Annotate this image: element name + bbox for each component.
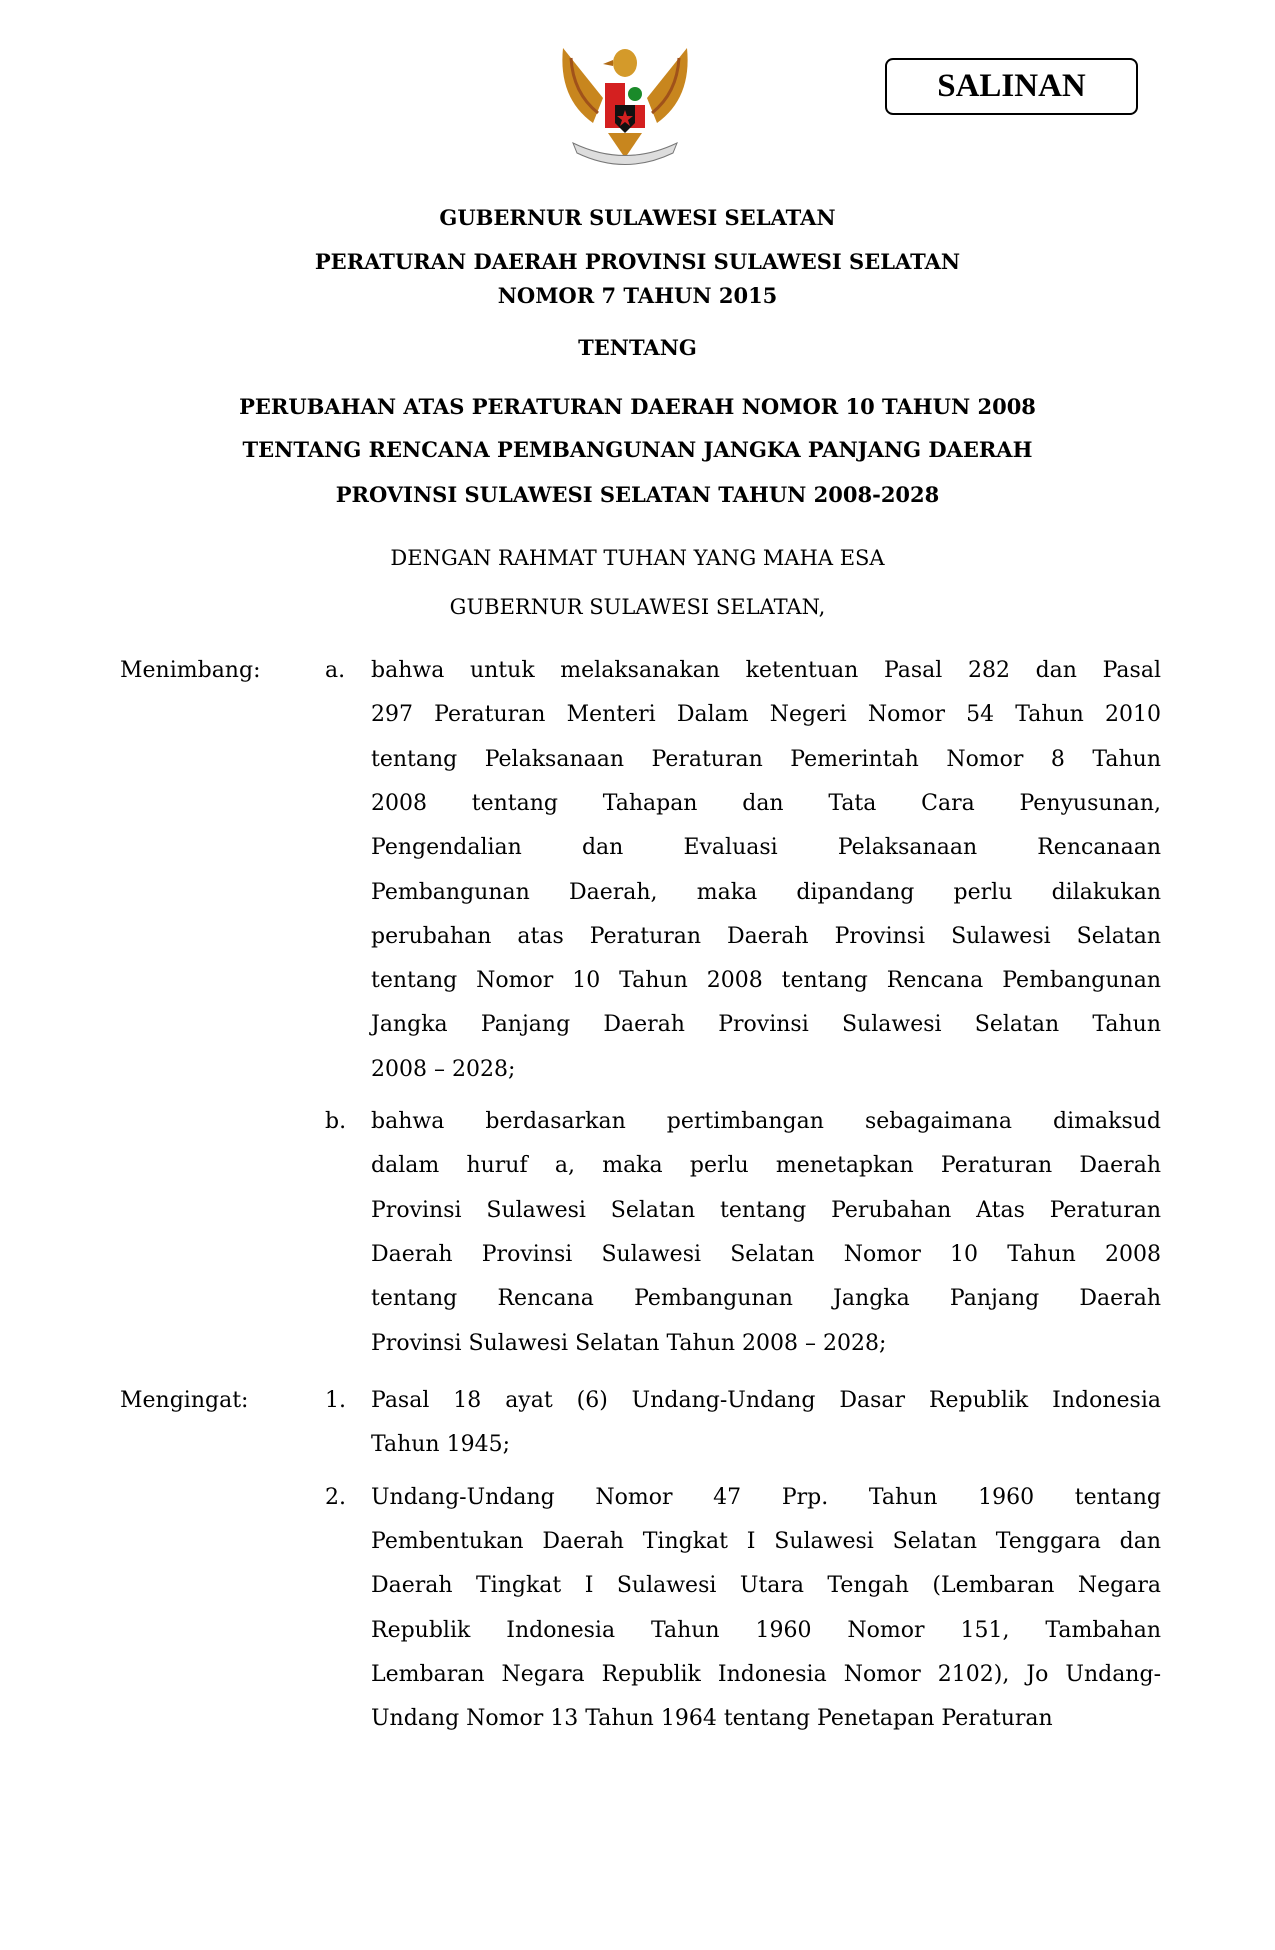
item-marker: b. — [325, 1109, 347, 1134]
regulation-number: NOMOR 7 TAHUN 2015 — [497, 283, 778, 308]
text-line: Republik Indonesia Tahun 1960 Nomor 151, Tambahan — [371, 1617, 1161, 1643]
subject-line: PROVINSI SULAWESI SELATAN TAHUN 2008-2028 — [335, 482, 940, 507]
text-line: Daerah Provinsi Sulawesi Selatan Nomor 10 Tahun 2008 — [371, 1241, 1161, 1267]
text-line: Jangka Panjang Daerah Provinsi Sulawesi Selatan Tahun — [371, 1012, 1161, 1038]
text-line: 2008 – 2028; — [371, 1056, 516, 1082]
subject-line: TENTANG RENCANA PEMBANGUNAN JANGKA PANJANG DAERAH — [242, 437, 1033, 462]
text-line: bahwa berdasarkan pertimbangan sebagaimana dimaksud — [371, 1109, 1161, 1134]
text-line: perubahan atas Peraturan Daerah Provinsi Sulawesi Selatan — [371, 923, 1161, 949]
section-label: Menimbang: — [120, 658, 261, 683]
text-line: Pengendalian dan Evaluasi Pelaksanaan Rencanaan — [371, 835, 1161, 861]
text-line: 297 Peraturan Menteri Dalam Negeri Nomor 54 Tahun 2010 — [371, 702, 1161, 728]
text-line: tentang Pelaksanaan Peraturan Pemerintah Nomor 8 Tahun — [371, 746, 1161, 772]
issuer-title: GUBERNUR SULAWESI SELATAN — [439, 205, 836, 230]
text-line: Undang-Undang Nomor 47 Prp. Tahun 1960 tentang — [371, 1484, 1161, 1510]
text-line: Pembentukan Daerah Tingkat I Sulawesi Selatan Tenggara dan — [371, 1528, 1161, 1554]
section-label: Mengingat: — [120, 1388, 249, 1413]
text-line: Provinsi Sulawesi Selatan tentang Perubahan Atas Peraturan — [371, 1197, 1161, 1223]
text-line: Lembaran Negara Republik Indonesia Nomor 2102), Jo Undang- — [371, 1661, 1161, 1687]
item-marker: 2. — [325, 1484, 346, 1510]
preamble: GUBERNUR SULAWESI SELATAN, — [449, 595, 826, 619]
item-marker: 1. — [325, 1388, 346, 1413]
text-line: Undang Nomor 13 Tahun 1964 tentang Penetapan Peraturan — [371, 1706, 1053, 1732]
text-line: Daerah Tingkat I Sulawesi Utara Tengah (Lembaran Negara — [371, 1573, 1161, 1599]
item-marker: a. — [325, 658, 346, 683]
text-line: Pembangunan Daerah, maka dipandang perlu dilakukan — [371, 879, 1161, 905]
preamble: DENGAN RAHMAT TUHAN YANG MAHA ESA — [390, 546, 885, 570]
tentang-heading: TENTANG — [578, 335, 697, 360]
text-line: Tahun 1945; — [371, 1432, 510, 1458]
regulation-title: PERATURAN DAERAH PROVINSI SULAWESI SELATAN — [314, 249, 961, 274]
subject-line: PERUBAHAN ATAS PERATURAN DAERAH NOMOR 10 TAHUN 2008 — [239, 394, 1036, 419]
text-line: tentang Nomor 10 Tahun 2008 tentang Rencana Pembangunan — [371, 968, 1161, 994]
text-line: Provinsi Sulawesi Selatan Tahun 2008 – 2028; — [371, 1330, 887, 1356]
text-line: tentang Rencana Pembangunan Jangka Panjang Daerah — [371, 1286, 1161, 1312]
garuda-emblem-icon — [553, 38, 697, 173]
text-line: Pasal 18 ayat (6) Undang-Undang Dasar Republik Indonesia — [371, 1388, 1161, 1413]
text-line: bahwa untuk melaksanakan ketentuan Pasal 282 dan Pasal — [371, 658, 1161, 683]
text-line: 2008 tentang Tahapan dan Tata Cara Penyusunan, — [371, 790, 1161, 816]
text-line: dalam huruf a, maka perlu menetapkan Peraturan Daerah — [371, 1153, 1161, 1179]
salinan-stamp: SALINAN — [885, 58, 1138, 115]
